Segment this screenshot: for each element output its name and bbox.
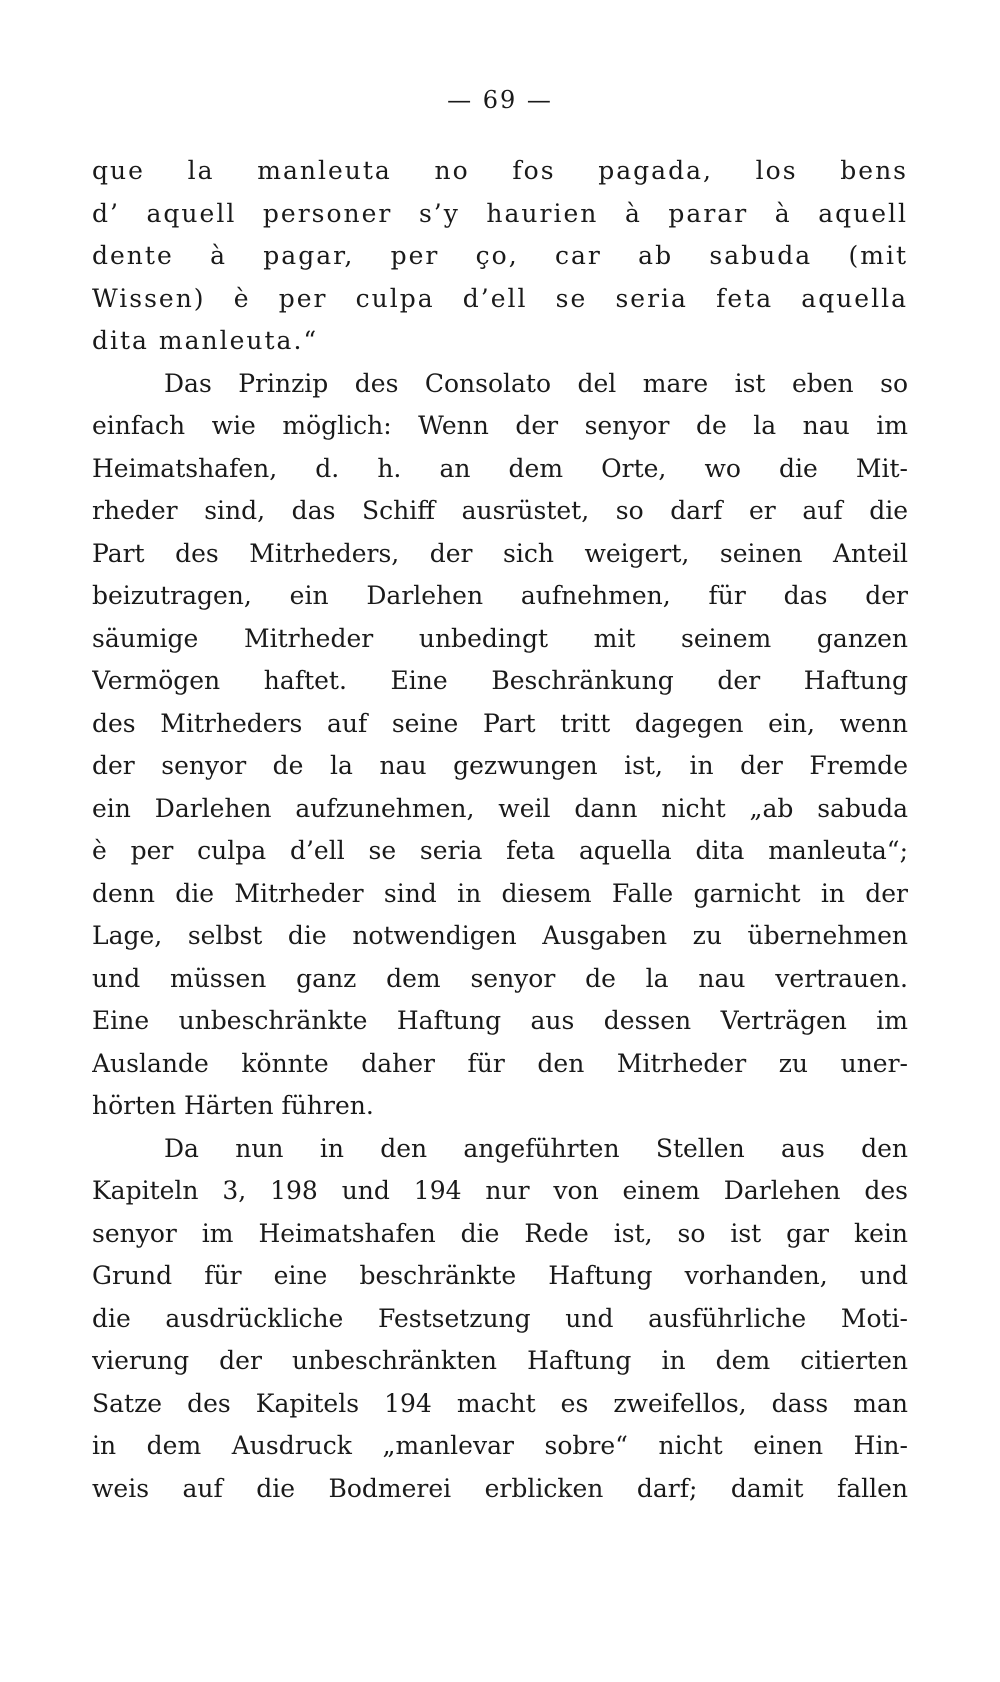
text-line: einfach wie möglich: Wenn der senyor de la nau im — [92, 411, 908, 440]
body-text — [92, 150, 908, 1510]
text-line: die ausdrückliche Festsetzung und ausführliche Moti- — [92, 1303, 908, 1333]
text-line: Wissen) è per culpa d’ell se seria feta aquella — [92, 283, 908, 313]
text-line: vierung der unbeschränkten Haftung in dem citierten — [92, 1346, 908, 1375]
text-line: d’ aquell personer s’y haurien à parar à aquell — [92, 198, 908, 228]
text-line: Eine unbeschränkte Haftung aus dessen Verträgen im — [92, 1006, 908, 1035]
text-line: que la manleuta no fos pagada, los bens — [92, 156, 908, 185]
page-number: — 69 — — [447, 86, 553, 114]
text-line: Auslande könnte daher für den Mitrheder zu uner- — [92, 1048, 908, 1078]
text-line: Da nun in den angeführten Stellen aus den — [164, 1133, 908, 1163]
paragraph-3 — [92, 1128, 908, 1511]
text-line: Vermögen haftet. Eine Beschränkung der Haftung — [92, 666, 908, 695]
text-line: hörten Härten führen. — [92, 1091, 374, 1120]
text-line: Satze des Kapitels 194 macht es zweifellos, dass man — [92, 1388, 908, 1418]
text-line: ein Darlehen aufzunehmen, weil dann nicht „ab sabuda — [92, 793, 908, 823]
text-line: rheder sind, das Schiff ausrüstet, so darf er auf die — [92, 496, 908, 525]
paragraph-2 — [92, 363, 908, 1128]
text-line: senyor im Heimatshafen die Rede ist, so ist gar kein — [92, 1218, 908, 1248]
text-line: dita manleuta.“ — [92, 326, 319, 355]
text-line: è per culpa d’ell se seria feta aquella dita manleuta“; — [92, 836, 908, 865]
text-line: säumige Mitrheder unbedingt mit seinem ganzen — [92, 623, 908, 653]
paragraph-1 — [92, 150, 908, 363]
text-line: des Mitrheders auf seine Part tritt dagegen ein, wenn — [92, 708, 908, 738]
text-line: Part des Mitrheders, der sich weigert, seinen Anteil — [92, 538, 908, 568]
text-line: beizutragen, ein Darlehen aufnehmen, für das der — [92, 581, 908, 610]
text-line: Kapiteln 3, 198 und 194 nur von einem Darlehen des — [92, 1176, 908, 1205]
book-page — [92, 0, 908, 1682]
text-line: der senyor de la nau gezwungen ist, in der Fremde — [92, 751, 908, 780]
text-line: dente à pagar, per ço, car ab sabuda (mit — [92, 241, 908, 270]
text-line: in dem Ausdruck „manlevar sobre“ nicht einen Hin- — [92, 1431, 908, 1460]
text-line: Heimatshafen, d. h. an dem Orte, wo die Mit- — [92, 453, 908, 483]
text-line: und müssen ganz dem senyor de la nau vertrauen. — [92, 963, 908, 993]
text-line: denn die Mitrheder sind in diesem Falle garnicht in der — [92, 878, 908, 908]
text-line: Das Prinzip des Consolato del mare ist eben so — [164, 368, 908, 398]
text-line: weis auf die Bodmerei erblicken darf; damit fallen — [92, 1473, 908, 1503]
text-line: Grund für eine beschränkte Haftung vorhanden, und — [92, 1261, 908, 1290]
text-line: Lage, selbst die notwendigen Ausgaben zu übernehmen — [92, 921, 908, 950]
